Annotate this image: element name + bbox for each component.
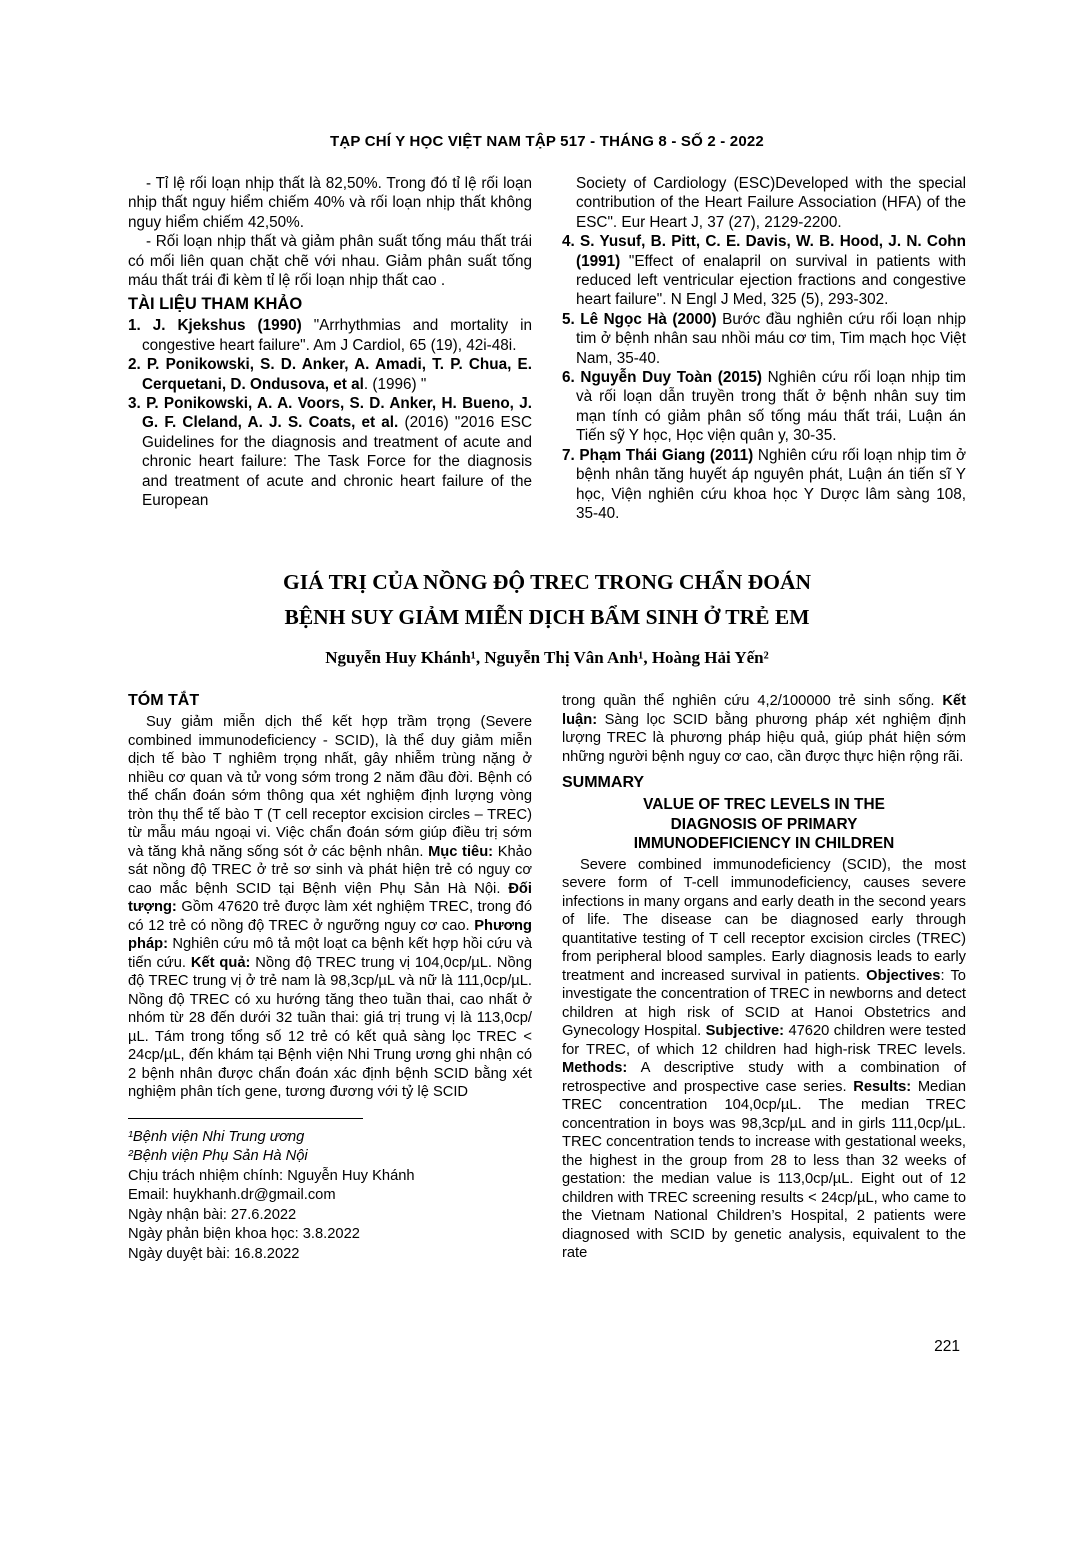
reference-item-7: 7. Phạm Thái Giang (2011) Nghiên cứu rối loạn nhịp tim ở bệnh nhân tăng huyết áp nguyên phát, Luận án tiến sĩ Y học, Viện nghiên cứu khoa học Y Dược lâm sàng 108, 35-40. bbox=[562, 446, 967, 522]
reference-item-1: 1. J. Kjekshus (1990) "Arrhythmias and mortality in congestive heart failure". Am J Cardiol, 65 (19), 42i-48i. bbox=[128, 317, 532, 354]
finding-paragraph-1: - Tỉ lệ rối loạn nhịp thất là 82,50%. Trong đó tỉ lệ rối loạn nhịp thất nguy hiểm chiếm 40% và rối loạn nhịp thất không nguy hiểm chiếm 42,50%. bbox=[128, 175, 532, 231]
summary-title-line-3: IMMUNODEFICIENCY IN CHILDREN bbox=[633, 835, 895, 853]
footnote-affiliation-1: ¹Bệnh viện Nhi Trung ương bbox=[128, 1128, 305, 1145]
footnote-rule bbox=[128, 1118, 363, 1119]
tomtat-heading: TÓM TẮT bbox=[128, 692, 200, 710]
reference-item-3: 3. P. Ponikowski, A. A. Voors, S. D. Anker, H. Bueno, J. G. F. Cleland, A. J. S. Coats, et al. (2016) "2016 ESC Guidelines for the diagnosis and treatment of acute and chronic heart failure: The Task Force for the diagnosis and treatment of acute and chronic heart failure of the European bbox=[128, 395, 532, 510]
summary-title-line-2: DIAGNOSIS OF PRIMARY bbox=[670, 815, 858, 833]
references-heading: TÀI LIỆU THAM KHẢO bbox=[128, 295, 303, 314]
page-number: 221 bbox=[934, 1338, 960, 1355]
abstract-section bbox=[128, 692, 966, 1264]
footnote-affiliation-2: ²Bệnh viện Phụ Sản Hà Nội bbox=[128, 1148, 308, 1165]
tomtat-continuation-paragraph: trong quần thể nghiên cứu 4,2/100000 trẻ sinh sống. Kết luận: Sàng lọc SCID bằng phương pháp xét nghiệm định lượng TREC là phương pháp hiệu quả, giúp phát hiện sớm những người bệnh nguy cơ cao, cần được thực hiện rộng rãi. bbox=[562, 693, 966, 765]
footnote-corresponding-author: Chịu trách nhiệm chính: Nguyễn Huy Khánh bbox=[128, 1167, 415, 1184]
footnote-review-date: Ngày phản biện khoa học: 3.8.2022 bbox=[128, 1226, 360, 1243]
journal-header: TẠP CHÍ Y HỌC VIỆT NAM TẬP 517 - THÁNG 8 - SỐ 2 - 2022 bbox=[330, 133, 764, 150]
summary-title-line-1: VALUE OF TREC LEVELS IN THE bbox=[643, 796, 885, 814]
footnote-email: Email: huykhanh.dr@gmail.com bbox=[128, 1187, 336, 1204]
article-title bbox=[128, 565, 966, 635]
footnote-block bbox=[128, 1118, 532, 1265]
article-title-line-2: BỆNH SUY GIẢM MIỄN DỊCH BẨM SINH Ở TRẺ EM bbox=[284, 605, 810, 630]
top-left-column bbox=[128, 174, 532, 523]
footnote-accepted-date: Ngày duyệt bài: 16.8.2022 bbox=[128, 1245, 300, 1262]
summary-title bbox=[562, 795, 966, 854]
footnote-received-date: Ngày nhận bài: 27.6.2022 bbox=[128, 1206, 297, 1223]
reference-item-2: 2. P. Ponikowski, S. D. Anker, A. Amadi, T. P. Chua, E. Cerquetani, D. Ondusova, et al. (1996) " bbox=[128, 356, 532, 393]
reference-item-6: 6. Nguyễn Duy Toàn (2015) Nghiên cứu rối loạn nhịp tim và rối loạn dẫn truyền trong thất ở bệnh nhân suy tim mạn tính có giảm phân số tống máu thất trái, Luận án Tiến sỹ Y học, Học viện quân y, 30-35. bbox=[562, 369, 966, 445]
summary-heading: SUMMARY bbox=[562, 774, 645, 792]
reference-item-3-continuation: Society of Cardiology (ESC)Developed with the special contribution of the Heart Failure Association (HFA) of the ESC". Eur Heart J, 37 (27), 2129-2200. bbox=[576, 175, 966, 231]
abstract-left-column bbox=[128, 692, 532, 1264]
reference-item-4: 4. S. Yusuf, B. Pitt, C. E. Davis, W. B. Hood, J. N. Cohn (1991) "Effect of enalapril on survival in patients with reduced left ventricular ejection fractions and congestive heart failure". N Engl J Med, 325 (5), 293-302. bbox=[562, 233, 966, 309]
finding-paragraph-2: - Rối loạn nhịp thất và giảm phân suất tống máu thất trái có mối liên quan chặt chẽ với nhau. Giảm phân suất tống máu thất trái đi kèm tỉ lệ rối loạn nhịp thất cao . bbox=[128, 233, 532, 290]
previous-article-section bbox=[128, 174, 966, 523]
summary-paragraph: Severe combined immunodeficiency (SCID), the most severe form of T-cell immunodeficiency, causes severe infections in many organs and early death in the second years of life. The disease can be diagnosed early through quantitative testing of T cell receptor excision circles (TREC) from peripheral blood samples. Early diagnosis leads to early treatment and increased survival in patients. Objectives: To investigate the concentration of TREC in newborns and detect children at high risk of SCID at Hanoi Obstetrics and Gynecology Hospital. Subjective: 47620 children were tested for TREC, of which 12 children had high-risk TREC levels. Methods: A descriptive study with a combination of retrospective and prospective case series. Results: Median TREC concentration 104,0cp/µL. The median TREC concentration in boys was 98,3cp/µL and in girls 111,0cp/µL. TREC concentration tends to increase with gestational weeks, the highest in the group from 28 to less than 32 weeks of gestation: the median value is 113,0cp/µL. Eight out of 12 children with TREC screening results < 24cp/µL, who came to the Vietnam National Children’s Hospital, 2 patients were diagnosed with SCID by genetic analysis, equivalent to the rate bbox=[562, 856, 966, 1262]
top-right-column bbox=[562, 174, 966, 523]
reference-item-5: 5. Lê Ngọc Hà (2000) Bước đầu nghiên cứu rối loạn nhịp tim ở bệnh nhân sau nhồi máu cơ tim, Tim mạch học Việt Nam, 35-40. bbox=[562, 310, 966, 367]
tomtat-paragraph: Suy giảm miễn dịch thể kết hợp trầm trọng (Severe combined immunodeficiency - SCID), là thể duy giảm miễn dịch tế bào T nghiêm trọng nhất, gây nhiễm trùng nặng ở nhiều cơ quan và tử vong sớm trong 2 năm đầu đời. Bệnh có thể chẩn đoán sớm thông qua xét nghiệm định lượng vòng tròn thụ thể tế bào T (T cell receptor excision circles – TREC) từ mẫu máu ngoại vi. Việc chẩn đoán sớm giúp điều trị sớm và tăng khả năng sống sót ở các bệnh nhân. Mục tiêu: Khảo sát nồng độ TREC ở trẻ sơ sinh và phát hiện trẻ có nguy cơ cao mắc bệnh SCID tại Bệnh viện Phụ Sản Hà Nội. Đối tượng: Gồm 47620 trẻ được làm xét nghiệm TREC, trong đó có 12 trẻ có nồng độ TREC ở ngưỡng nguy cơ cao. Phương pháp: Nghiên cứu mô tả một loạt ca bệnh kết hợp hồi cứu và tiến cứu. Kết quả: Nồng độ TREC trung vị 104,0cp/µL. Nồng độ TREC trung vị ở trẻ nam là 98,3cp/µL và nữ là 111,0cp/µL. Nồng độ TREC có xu hướng tăng theo tuần thai, cao nhất ở nhóm từ 28 đến dưới 32 tuần thai: giá trị trung vị là 113,0cp/µL. Tám trong tổng số 12 trẻ có kết quả sàng lọc TREC < 24cp/µL, đến khám tại Bệnh viện Nhi Trung ương ghi nhận có 2 bệnh nhân được chẩn đoán xác định bệnh SCID bằng xét nghiệm phân tích gene, tương đương với tỷ lệ SCID bbox=[128, 714, 533, 1101]
abstract-right-column bbox=[562, 692, 966, 1264]
authors-line: Nguyễn Huy Khánh¹, Nguyễn Thị Vân Anh¹, Hoàng Hải Yến² bbox=[325, 648, 769, 668]
article-title-line-1: GIÁ TRỊ CỦA NỒNG ĐỘ TREC TRONG CHẨN ĐOÁN bbox=[282, 570, 811, 595]
